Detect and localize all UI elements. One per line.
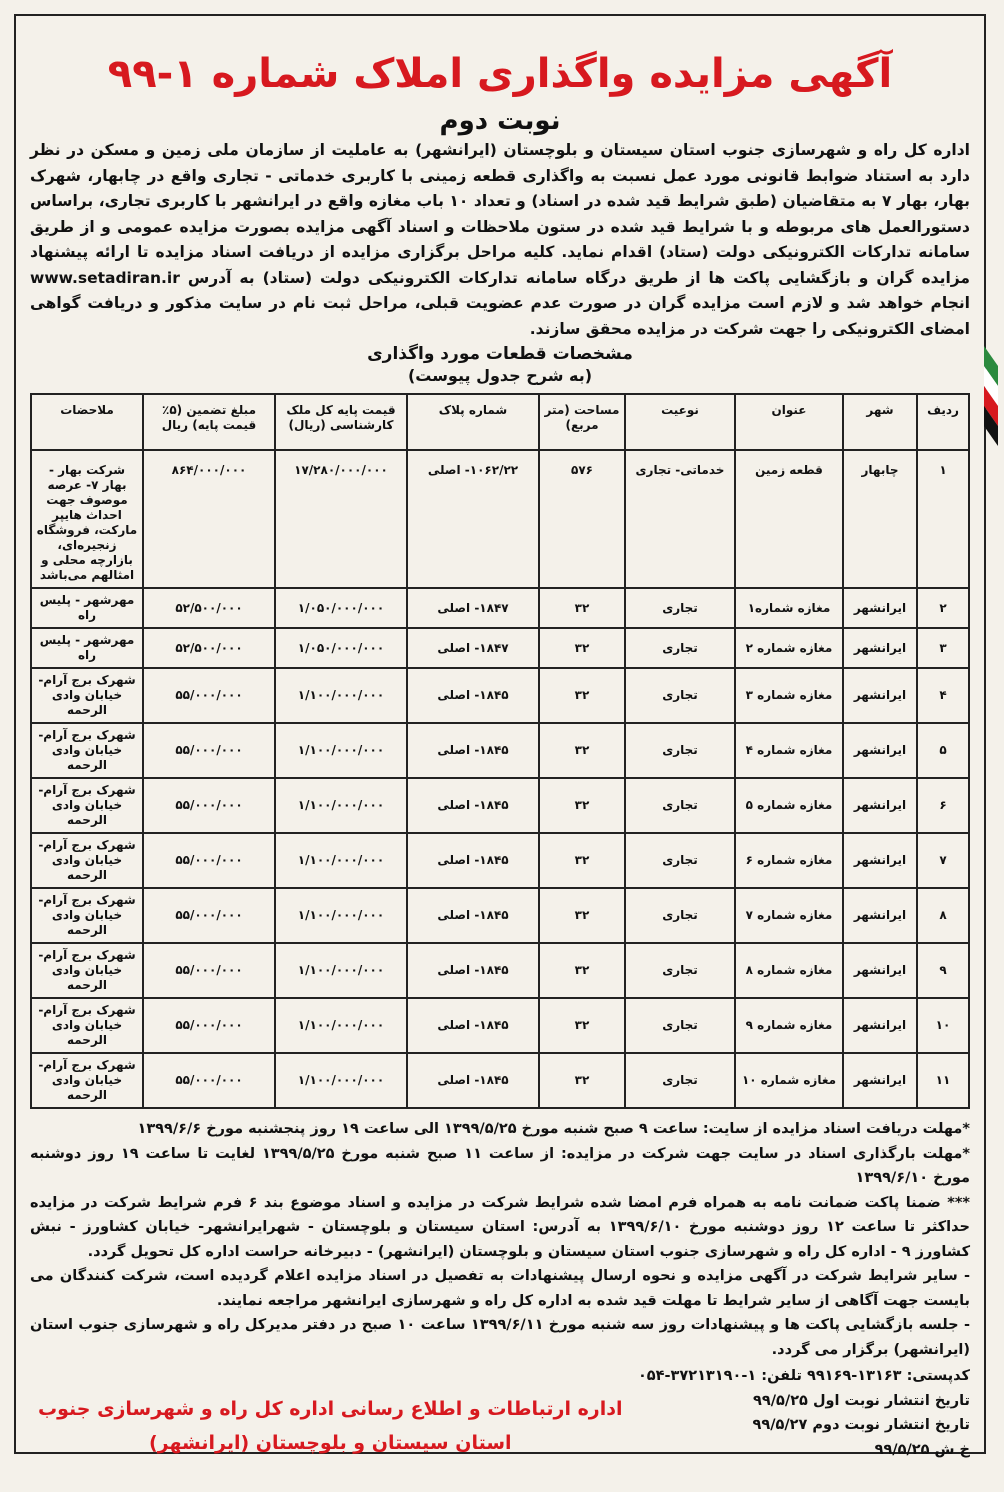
- table-row: [31, 833, 969, 888]
- issuer-line-1: اداره ارتباطات و اطلاع رسانی اداره کل راه و شهرسازی جنوب: [38, 1398, 623, 1420]
- table-cell: تجاری: [625, 943, 735, 998]
- pub-date-first: تاریخ انتشار نوبت اول ۹۹/۵/۲۵: [753, 1392, 970, 1409]
- table-cell: ۱۱: [917, 1053, 969, 1108]
- table-cell: مغازه شماره ۳: [735, 668, 843, 723]
- table-cell: ۴: [917, 668, 969, 723]
- table-cell: مغازه شماره۱: [735, 588, 843, 628]
- table-cell: ۳۲: [539, 778, 625, 833]
- table-cell: ۱۷/۲۸۰/۰۰۰/۰۰۰: [275, 450, 407, 588]
- column-header: قیمت پایه کل ملک کارشناسی (ریال): [275, 394, 407, 450]
- table-cell: ۵۵/۰۰۰/۰۰۰: [143, 723, 275, 778]
- table-cell: مغازه شماره ۶: [735, 833, 843, 888]
- table-cell: ایرانشهر: [843, 888, 917, 943]
- table-cell: ۳۲: [539, 628, 625, 668]
- table-header-row: [31, 394, 969, 450]
- table-cell: ۱۸۴۷- اصلی: [407, 588, 539, 628]
- table-cell: قطعه زمین: [735, 450, 843, 588]
- table-cell: ایرانشهر: [843, 588, 917, 628]
- specs-title: مشخصات قطعات مورد واگذاری: [367, 344, 633, 364]
- table-cell: ۳۲: [539, 1053, 625, 1108]
- table-row: [31, 888, 969, 943]
- ad-title: آگهی مزایده واگذاری املاک شماره ۱-۹۹: [107, 51, 893, 97]
- table-cell: ۱۸۴۵- اصلی: [407, 998, 539, 1053]
- table-cell: چابهار: [843, 450, 917, 588]
- table-cell: ۵۲/۵۰۰/۰۰۰: [143, 628, 275, 668]
- table-cell: ایرانشهر: [843, 998, 917, 1053]
- table-cell: ۳۲: [539, 943, 625, 998]
- table-cell: خدماتی- تجاری: [625, 450, 735, 588]
- table-cell: ۱۸۴۵- اصلی: [407, 723, 539, 778]
- table-cell: ۱۸۴۵- اصلی: [407, 668, 539, 723]
- footer-info: [638, 1364, 970, 1462]
- table-cell: ۱/۱۰۰/۰۰۰/۰۰۰: [275, 778, 407, 833]
- table-cell: شهرک برج آرام- خیابان وادی الرحمه: [31, 888, 143, 943]
- table-row: [31, 1053, 969, 1108]
- table-cell: ایرانشهر: [843, 628, 917, 668]
- table-cell: ۵۵/۰۰۰/۰۰۰: [143, 943, 275, 998]
- table-cell: مغازه شماره ۴: [735, 723, 843, 778]
- ad-page: [14, 14, 986, 1458]
- table-cell: ۱۸۴۵- اصلی: [407, 888, 539, 943]
- table-cell: ۱/۱۰۰/۰۰۰/۰۰۰: [275, 998, 407, 1053]
- table-cell: مهرشهر - پلیس راه: [31, 628, 143, 668]
- table-cell: ۵۷۶: [539, 450, 625, 588]
- table-cell: ایرانشهر: [843, 668, 917, 723]
- table-cell: تجاری: [625, 628, 735, 668]
- intro-paragraph: اداره کل راه و شهرسازی جنوب استان سیستان و بلوچستان (ایرانشهر) به عاملیت از سازمان ملی زمین و مسکن در نظر دارد به استناد ضوابط قانونی مورد عمل نسبت به واگذاری قطعه زمینی با کاربری خدماتی - تجاری واقع در چابهار، شهرک بهار، بهار ۷ به متقاضیان (طبق شرایط قید شده در اسناد) و تعداد ۱۰ باب مغازه واقع در ایرانشهر با کاربری تجاری، براساس دستورالعمل های مربوطه و با شرایط قید شده در ستون ملاحظات و اسناد آگهی مزایده بصورت مزایده عمومی و از طریق سامانه تدارکات الکترونیکی دولت (ستاد) اقدام نماید. کلیه مراحل برگزاری مزایده از دریافت اسناد مزایده تا ارائه پیشنهاد مزایده گران و بازگشایی پاکت ها از طریق درگاه سامانه تدارکات الکترونیکی دولت (ستاد) به آدرس www.setadiran.ir انجام خواهد شد و لازم است مزایده گران در صورت عدم عضویت قبلی، مراحل ثبت نام در سایت مذکور و دریافت گواهی امضای الکترونیکی را جهت شرکت در مزایده محقق سازند.: [30, 141, 970, 338]
- column-header: شماره پلاک: [407, 394, 539, 450]
- table-cell: مغازه شماره ۹: [735, 998, 843, 1053]
- table-cell: ۱/۱۰۰/۰۰۰/۰۰۰: [275, 943, 407, 998]
- issuer-line-2: استان سیستان و بلوچستان (ایرانشهر): [148, 1432, 512, 1454]
- table-cell: ۱۰۶۲/۲۲- اصلی: [407, 450, 539, 588]
- table-cell: شهرک برج آرام- خیابان وادی الرحمه: [31, 943, 143, 998]
- table-row: [31, 943, 969, 998]
- table-cell: ۳: [917, 628, 969, 668]
- notes-section: [30, 1117, 970, 1362]
- table-cell: ۱/۱۰۰/۰۰۰/۰۰۰: [275, 888, 407, 943]
- table-cell: مغازه شماره ۸: [735, 943, 843, 998]
- ad-subtitle: نوبت دوم: [439, 106, 561, 136]
- table-body: [31, 450, 969, 1108]
- table-cell: ۱/۰۵۰/۰۰۰/۰۰۰: [275, 588, 407, 628]
- table-cell: ۱/۰۵۰/۰۰۰/۰۰۰: [275, 628, 407, 668]
- table-cell: ۳۲: [539, 998, 625, 1053]
- note-item: - جلسه بازگشایی پاکت ها و پیشنهادات روز سه شنبه مورخ ۱۳۹۹/۶/۱۱ ساعت ۱۰ صبح در دفتر مدیرکل راه و شهرسازی جنوب استان (ایرانشهر) برگزار می گردد.: [30, 1317, 970, 1358]
- table-row: [31, 723, 969, 778]
- table-cell: مغازه شماره ۷: [735, 888, 843, 943]
- table-cell: ایرانشهر: [843, 833, 917, 888]
- table-cell: تجاری: [625, 668, 735, 723]
- table-cell: ایرانشهر: [843, 778, 917, 833]
- table-cell: ۳۲: [539, 668, 625, 723]
- table-cell: شهرک برج آرام- خیابان وادی الرحمه: [31, 723, 143, 778]
- table-cell: ۱/۱۰۰/۰۰۰/۰۰۰: [275, 723, 407, 778]
- footer: [30, 1364, 970, 1484]
- table-cell: شهرک برج آرام- خیابان وادی الرحمه: [31, 778, 143, 833]
- table-row: [31, 628, 969, 668]
- note-item: *مهلت بارگذاری اسناد در سایت جهت شرکت در مزایده: از ساعت ۱۱ صبح شنبه مورخ ۱۳۹۹/۵/۲۵ لغایت تا ساعت ۱۹ روز دوشنبه مورخ ۱۳۹۹/۶/۱۰: [30, 1145, 970, 1186]
- table-cell: تجاری: [625, 723, 735, 778]
- table-cell: شهرک برج آرام- خیابان وادی الرحمه: [31, 668, 143, 723]
- table-row: [31, 668, 969, 723]
- table-cell: ایرانشهر: [843, 1053, 917, 1108]
- table-cell: شرکت بهار - بهار ۷- عرصه موصوف جهت احداث هایپر مارکت، فروشگاه زنجیره‌ای، بازارچه محلی و امثالهم می‌باشد: [31, 450, 143, 588]
- column-header: مساحت (متر مربع): [539, 394, 625, 450]
- pub-date-second: تاریخ انتشار نوبت دوم ۹۹/۵/۲۷: [752, 1417, 970, 1433]
- table-cell: ۵۵/۰۰۰/۰۰۰: [143, 998, 275, 1053]
- properties-table: [30, 393, 970, 1109]
- table-row: [31, 450, 969, 588]
- table-cell: ۵۵/۰۰۰/۰۰۰: [143, 833, 275, 888]
- ad-code: خ ش ۹۹/۵/۲۵: [874, 1441, 970, 1458]
- table-cell: تجاری: [625, 888, 735, 943]
- column-header: ملاحضات: [31, 394, 143, 450]
- table-cell: مهرشهر - پلیس راه: [31, 588, 143, 628]
- table-cell: ۳۲: [539, 588, 625, 628]
- table-cell: مغازه شماره ۱۰: [735, 1053, 843, 1108]
- column-header: مبلغ تضمین (۵٪ قیمت پایه) ریال: [143, 394, 275, 450]
- table-row: [31, 588, 969, 628]
- table-cell: تجاری: [625, 778, 735, 833]
- table-cell: ۶: [917, 778, 969, 833]
- table-cell: ایرانشهر: [843, 943, 917, 998]
- table-cell: ۱۰: [917, 998, 969, 1053]
- specs-subtitle: (به شرح جدول پیوست): [407, 366, 593, 385]
- table-cell: ۷: [917, 833, 969, 888]
- table-cell: تجاری: [625, 998, 735, 1053]
- table-cell: ایرانشهر: [843, 723, 917, 778]
- column-header: نوعیت: [625, 394, 735, 450]
- flag-stripes-decoration: [984, 346, 998, 466]
- table-cell: ۱۸۴۵- اصلی: [407, 778, 539, 833]
- table-cell: ۸۶۴/۰۰۰/۰۰۰: [143, 450, 275, 588]
- table-cell: ۱/۱۰۰/۰۰۰/۰۰۰: [275, 833, 407, 888]
- column-header: ردیف: [917, 394, 969, 450]
- table-cell: ۹: [917, 943, 969, 998]
- table-cell: ۳۲: [539, 833, 625, 888]
- table-cell: مغازه شماره ۵: [735, 778, 843, 833]
- table-cell: شهرک برج آرام- خیابان وادی الرحمه: [31, 998, 143, 1053]
- table-cell: ۵۵/۰۰۰/۰۰۰: [143, 778, 275, 833]
- column-header: عنوان: [735, 394, 843, 450]
- note-item: *مهلت دریافت اسناد مزایده از سایت: ساعت ۹ صبح شنبه مورخ ۱۳۹۹/۵/۲۵ الی ساعت ۱۹ روز پنجشنبه مورخ ۱۳۹۹/۶/۶: [137, 1121, 970, 1137]
- issuer-signature: [38, 1392, 623, 1460]
- table-cell: شهرک برج آرام- خیابان وادی الرحمه: [31, 833, 143, 888]
- postal-line: کدپستی: ۱۳۱۶۳-۹۹۱۶۹ تلفن: ۱-۳۷۲۱۳۱۹۰-۰۵۴: [637, 1368, 970, 1384]
- column-header: شهر: [843, 394, 917, 450]
- table-cell: تجاری: [625, 833, 735, 888]
- table-cell: ۵: [917, 723, 969, 778]
- table-cell: ۸: [917, 888, 969, 943]
- table-cell: ۵۵/۰۰۰/۰۰۰: [143, 668, 275, 723]
- table-cell: ۱/۱۰۰/۰۰۰/۰۰۰: [275, 668, 407, 723]
- table-cell: ۳۲: [539, 888, 625, 943]
- table-cell: ۱/۱۰۰/۰۰۰/۰۰۰: [275, 1053, 407, 1108]
- table-cell: ۵۵/۰۰۰/۰۰۰: [143, 1053, 275, 1108]
- table-cell: ۵۵/۰۰۰/۰۰۰: [143, 888, 275, 943]
- table-cell: ۱۸۴۵- اصلی: [407, 943, 539, 998]
- note-item: - سایر شرایط شرکت در آگهی مزایده و نحوه ارسال پیشنهادات به تفصیل در اسناد مزایده اعلام گردیده است، شرکت کنندگان می بایست جهت آگاهی از سایر شرایط تا مهلت قید شده به اداره کل راه و شهرسازی ایرانشهر مراجعه نمایند.: [30, 1268, 970, 1309]
- table-cell: مغازه شماره ۲: [735, 628, 843, 668]
- table-cell: ۱۸۴۵- اصلی: [407, 833, 539, 888]
- table-cell: تجاری: [625, 588, 735, 628]
- table-cell: ۱۸۴۷- اصلی: [407, 628, 539, 668]
- table-cell: ۲: [917, 588, 969, 628]
- table-row: [31, 778, 969, 833]
- table-cell: ۱۸۴۵- اصلی: [407, 1053, 539, 1108]
- table-cell: ۳۲: [539, 723, 625, 778]
- table-cell: شهرک برج آرام- خیابان وادی الرحمه: [31, 1053, 143, 1108]
- table-row: [31, 998, 969, 1053]
- table-cell: ۵۲/۵۰۰/۰۰۰: [143, 588, 275, 628]
- table-cell: تجاری: [625, 1053, 735, 1108]
- table-cell: ۱: [917, 450, 969, 588]
- note-item: *** ضمنا پاکت ضمانت نامه به همراه فرم امضا شده شرایط شرکت در مزایده و اسناد موضوع بند ۶ فرم شرایط شرکت در مزایده حداکثر تا ساعت ۱۲ روز دوشنبه مورخ ۱۳۹۹/۶/۱۰ به آدرس: استان سیستان و بلوچستان - شهرایرانشهر- خیابان کشاورز - نبش کشاورز ۹ - اداره کل راه و شهرسازی جنوب استان سیستان و بلوچستان (ایرانشهر) - دبیرخانه حراست اداره کل تحویل گردد.: [30, 1194, 970, 1260]
